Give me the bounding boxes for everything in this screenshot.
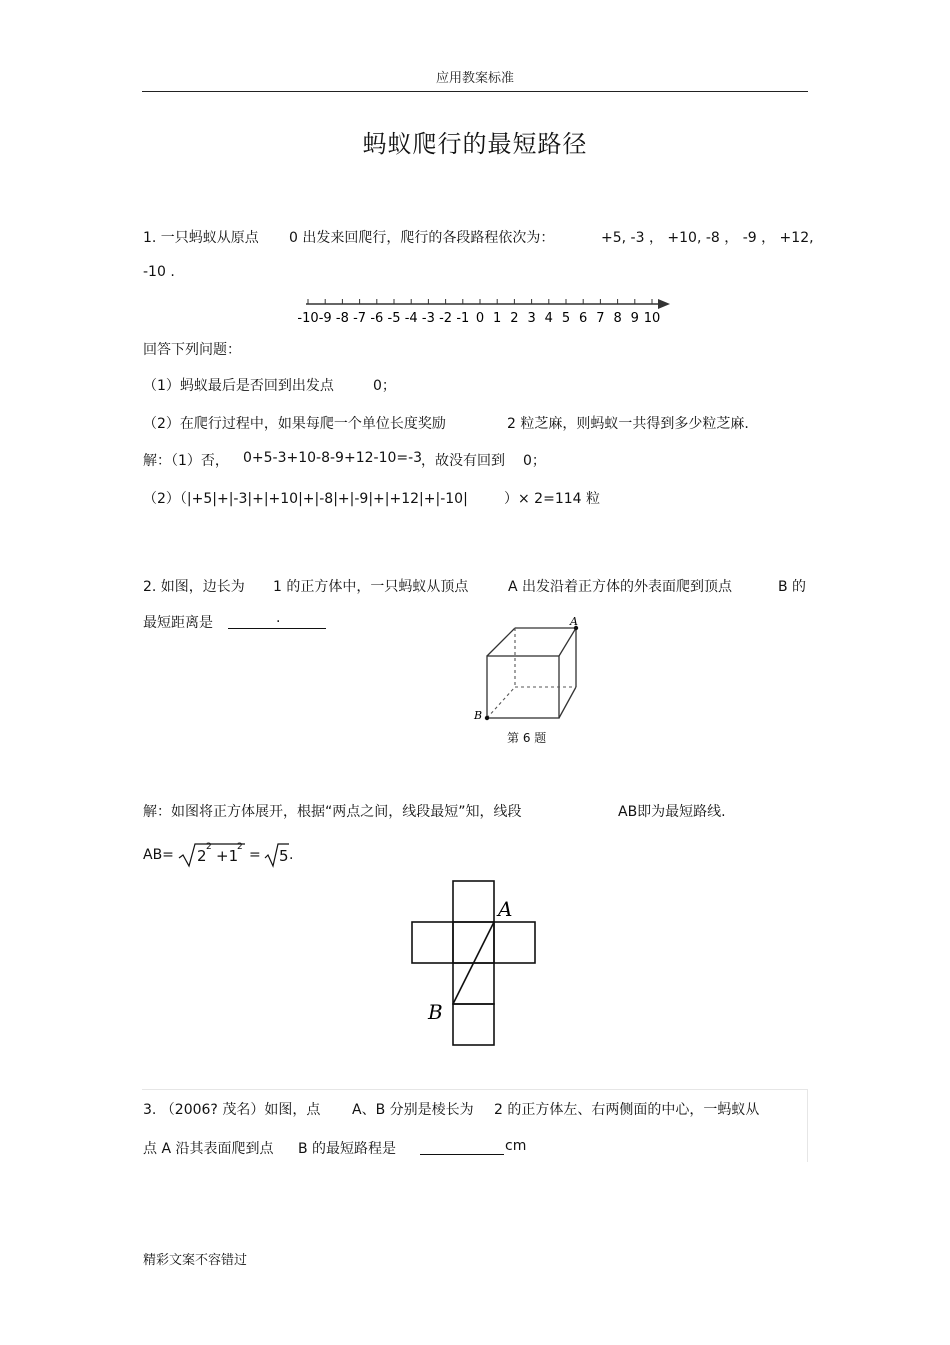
number-line-label: -3 [421,311,435,326]
number-line-label: 3 [527,311,536,326]
distance-formula [143,838,313,870]
q2-solution-b: AB即为最短路线. [618,804,726,820]
header-rule [142,91,808,92]
net-center-face [453,922,494,963]
q1-sub1-a: （1）蚂蚁最后是否回到出发点 [143,378,334,394]
net-top-face [453,881,494,922]
formula-exp1: 2 [206,842,212,852]
q1-sub2-b: 2 粒芝麻，则蚂蚁一共得到多少粒芝麻. [507,416,749,432]
q1-answer1-c: ，故没有回到 [421,453,505,469]
number-line-label: 8 [613,311,622,326]
q2-text-e: 最短距离是 [143,615,213,631]
q2-text-c: A 出发沿着正方体的外表面爬到顶点 [508,579,733,595]
q3-unit: cm [505,1138,527,1154]
number-line-label: 7 [596,311,605,326]
q1-text-c: +5, -3 ， +10, -8 ， -9 ， +12, [601,230,814,246]
cube-label-b: B [474,709,483,722]
q1-text-a: 1. 一只蚂蚁从原点 [143,230,259,246]
q1-answer2-a: （2）（|+5|+|-3|+|+10|+|-8|+|-9|+|+12|+|-10| [143,491,468,507]
q1-sub1-b: 0； [373,378,396,394]
q2-text-d: B 的 [778,579,807,595]
number-line [290,292,680,328]
page-header: 应用教案标准 [435,71,514,86]
formula-exp2: 2 [237,842,243,852]
formula-lhs: AB= [143,847,174,863]
number-line-label: -6 [370,311,384,326]
q3-text-a: 3. （2006? 茂名）如图，点 [143,1102,321,1118]
q1-answer1-b: 0+5-3+10-8-9+12-10=-3 [243,450,423,466]
net-label-b: B [428,1000,443,1024]
number-line-label: -8 [335,311,349,326]
q3-answer-blank[interactable] [420,1138,504,1155]
number-line-label: 9 [630,311,639,326]
q1-text-b: 0 出发来回爬行，爬行的各段路程依次为： [289,230,555,246]
cube-net-figure [406,878,542,1050]
number-line-label: -10 [297,311,319,326]
number-line-label: 0 [475,311,485,326]
formula-period: . [289,847,294,863]
q2-text-b: 1 的正方体中，一只蚂蚁从顶点 [273,579,469,595]
cube-figure [470,612,586,722]
formula-equals: = [249,847,261,863]
net-bottom-face [453,1004,494,1045]
q3-text-e: B 的最短路程是 [298,1141,397,1157]
q2-answer-blank[interactable] [228,612,326,629]
cube-vertex-b [485,716,489,720]
q3-text-d: 点 A 沿其表面爬到点 [143,1141,274,1157]
number-line-label: -9 [318,311,332,326]
number-line-label: 6 [579,311,588,326]
q2-blank-dot: . [276,610,281,626]
net-right-face [494,922,535,963]
q1-prompt: 回答下列问题： [143,342,241,358]
q3-text-b: A、B 分别是棱长为 [352,1102,474,1118]
net-label-a: A [498,897,513,921]
formula-radicand: 5 [279,847,289,865]
q2-text-a: 2. 如图，边长为 [143,579,245,595]
cube-label-a: A [570,615,578,628]
number-line-label: -7 [353,311,367,326]
number-line-label: -5 [387,311,401,326]
q2-solution-a: 解：如图将正方体展开，根据“两点之间，线段最短”知，线段 [143,804,522,820]
formula-plus-one: +1 [216,847,239,865]
number-line-label: 2 [510,311,519,326]
number-line-label: 10 [643,311,661,326]
number-line-label: 1 [493,311,502,326]
formula-base: 2 [197,847,207,865]
page-footer: 精彩文案不容错过 [143,1253,248,1268]
number-line-label: 5 [561,311,571,326]
q1-sub2-a: （2）在爬行过程中，如果每爬一个单位长度奖励 [143,416,446,432]
number-line-label: -4 [404,311,418,326]
q1-answer1-d: 0； [523,453,546,469]
number-line-label: -1 [456,311,470,326]
cube-hidden-edges [487,628,576,718]
cube-caption: 第 6 题 [507,731,547,745]
net-left-face [412,922,453,963]
q1-answer2-b: ）× 2=114 粒 [504,491,600,507]
number-line-label: -2 [439,311,453,326]
number-line-label: 4 [544,311,553,326]
net-lower-face [453,963,494,1004]
q1-answer1-a: 解：（1）否， [143,453,229,469]
q3-text-c: 2 的正方体左、右两侧面的中心，一蚂蚁从 [494,1102,760,1118]
q1-text-d: -10 . [143,264,175,280]
document-title: 蚂蚁爬行的最短路径 [362,130,588,158]
number-line-arrow [658,299,670,309]
